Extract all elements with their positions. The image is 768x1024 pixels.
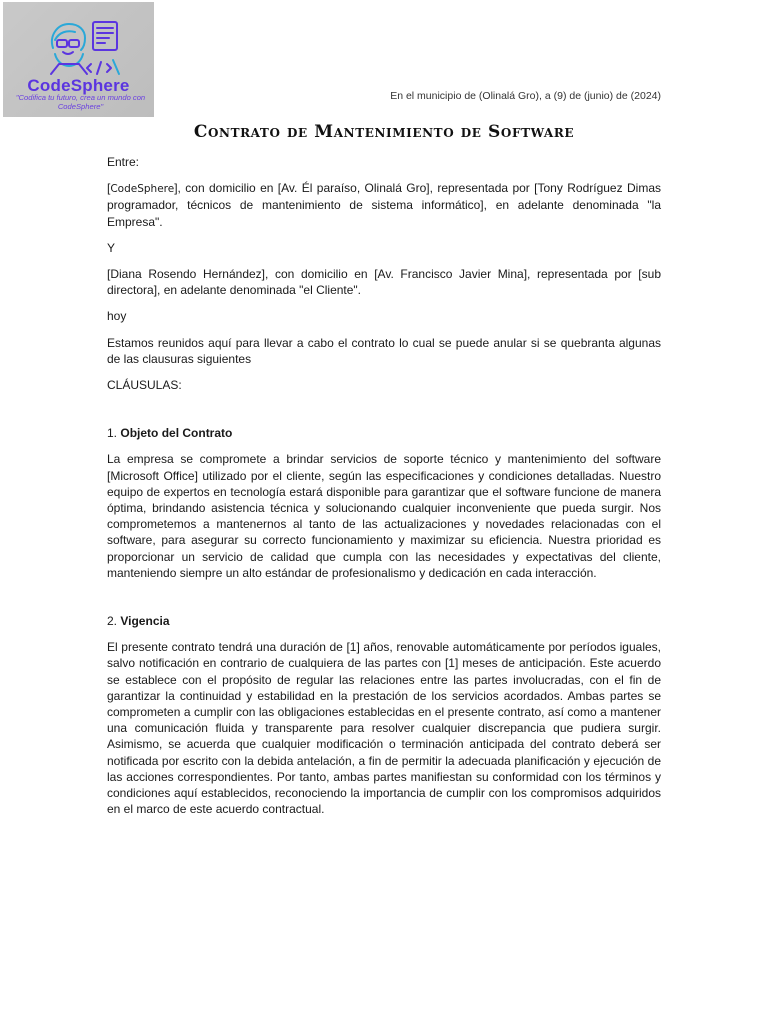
programmer-illustration-icon [47,18,123,76]
section-heading [107,613,661,629]
clausulas-label: CLÁUSULAS: [107,378,182,393]
section-number: 1. [107,426,118,441]
intro-paragraph: Estamos reunidos aquí para llevar a cabo el contrato lo cual se puede anular si se quebranta algunas de las clausuras siguientes [107,335,661,366]
section-number: 2. [107,614,118,629]
party1-open: [ [107,181,111,196]
section-text: El presente contrato tendrá una duración de [1] años, renovable automáticamente por períodos iguales, salvo notificación en contrario de cualquiera de las partes con [1] meses de anticipación. Este acuerdo se establece con el propósito de regular las relaciones entre las partes involucradas, con el fin de garantizar la continuidad y estabilidad en la prestación de los servicios acordados. Ambas partes se comprometen a cumplir con las obligaciones establecidas en el presente contrato, así como a mantener una comunicación fluida y transparente para resolver cualquier discrepancia que pudiera surgir. Asimismo, se acuerda que cualquier modificación o terminación anticipada del contrato deberá ser notificada por escrito con la debida antelación, a fin de permitir la adecuada planificación y ejecución de las acciones correspondientes. Por tanto, ambas partes manifiestan su conformidad con los términos y condiciones aquí establecidos, reconociendo la importancia de cumplir con los compromisos adquiridos en el marco de este acuerdo contractual. [107,640,661,817]
y-label: Y [107,240,116,255]
document-body [107,154,661,818]
party1-details: ], con domicilio en [Av. Él paraíso, Olinalá Gro], representada por [Tony Rodríguez Dimas programador, técnicos de mantenimiento de sistema informático], en adelante denominada "la Empresa". [107,181,661,229]
hoy-label: hoy [107,309,127,324]
document-title: Contrato de Mantenimiento de Software [193,122,575,142]
party-cliente: [Diana Rosendo Hernández], con domicilio en [Av. Francisco Javier Mina], representada por [sub directora], en adelante denominada "el Cliente". [107,267,661,298]
section-text: La empresa se compromete a brindar servicios de soporte técnico y mantenimiento del software [Microsoft Office] utilizado por el cliente, según las especificaciones y condiciones detalladas. Nuestro equipo de expertos en tecnología estará disponible para garantizar que el software funcione de manera óptima, brindando asistencia técnica y solucionando cualquier inconveniente que pueda surgir. Nos comprometemos a mantenernos al tanto de las actualizaciones y novedades relacionadas con el software, para asegurar su correcto funcionamiento y maximizar su eficiencia. Nuestra prioridad es proporcionar un servicio de calidad que cumpla con las necesidades y expectativas del cliente, manteniendo siempre un alto estándar de profesionalismo y dedicación en cada interacción. [107,452,661,580]
company-logo [3,2,154,117]
section-title: Objeto del Contrato [120,426,233,441]
entre-label: Entre: [107,155,140,169]
logo-slogan: "Codifica tu futuro, crea un mundo con CodeSphere" [15,93,146,111]
party-empresa [107,180,661,230]
section-heading [107,425,661,441]
logo-name: CodeSphere [27,76,130,95]
section-title: Vigencia [120,614,170,629]
company-name: CodeSphere [110,183,175,196]
date-line: En el municipio de (Olinalá Gro), a (9) de (junio) de (2024) [390,90,661,102]
